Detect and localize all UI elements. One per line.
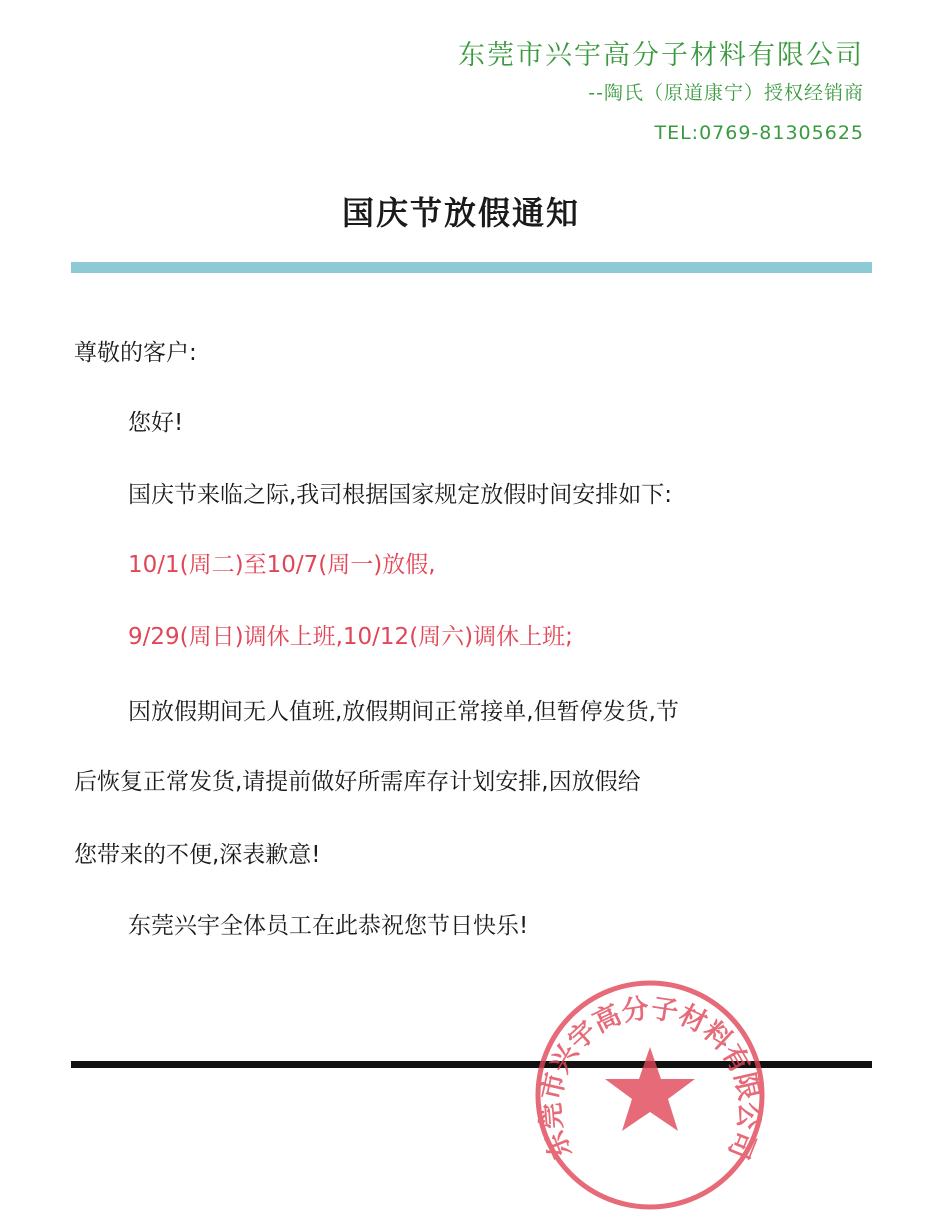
letterhead	[458, 36, 864, 148]
company-name: 东莞市兴宇高分子材料有限公司	[458, 40, 864, 71]
holiday-dates: 10/1(周二)至10/7(周一)放假,	[128, 552, 436, 578]
notice-line-3: 您带来的不便,深表歉意!	[74, 842, 321, 868]
salutation: 尊敬的客户:	[74, 340, 197, 366]
intro-text: 国庆节来临之际,我司根据国家规定放假时间安排如下:	[128, 482, 673, 508]
company-seal	[530, 975, 770, 1215]
phone-number: TEL:0769-81305625	[654, 122, 864, 144]
star-icon	[605, 1047, 695, 1131]
greeting: 您好!	[128, 410, 184, 436]
title-divider	[71, 262, 872, 273]
notice-title: 国庆节放假通知	[341, 194, 580, 232]
dealer-note: --陶氏（原道康宁）授权经销商	[588, 82, 864, 104]
closing-wishes: 东莞兴宇全体员工在此恭祝您节日快乐!	[128, 913, 529, 939]
seal-text: 东莞市兴宇高分子材料有限公司	[535, 993, 765, 1163]
notice-line-1: 因放假期间无人值班,放假期间正常接单,但暂停发货,节	[128, 699, 679, 725]
make-up-workdays: 9/29(周日)调休上班,10/12(周六)调休上班;	[128, 624, 573, 650]
notice-line-2: 后恢复正常发货,请提前做好所需库存计划安排,因放假给	[74, 769, 641, 795]
